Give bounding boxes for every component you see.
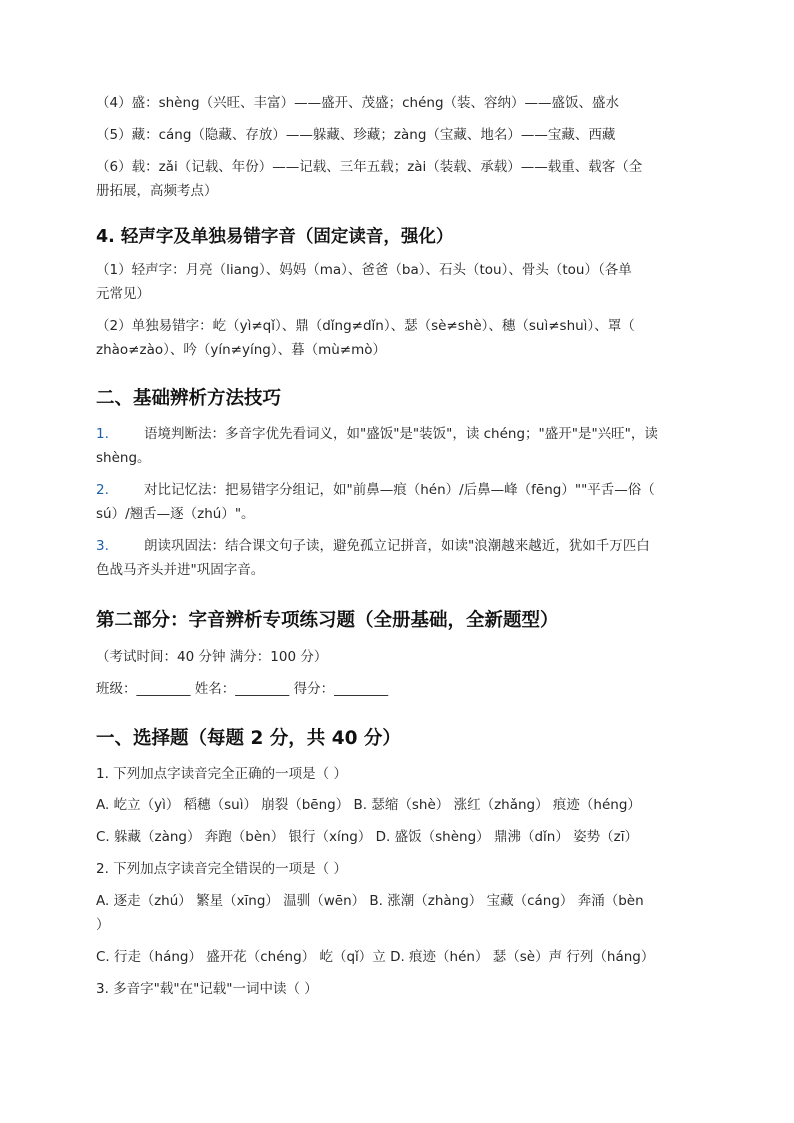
- question-3: 3. 多音字"载"在"记载"一词中读（ ）: [96, 981, 318, 997]
- part-2-heading: 第二部分：字音辨析专项练习题（全册基础，全新题型）: [96, 610, 559, 631]
- exam-info: （考试时间：40 分钟 满分：100 分）: [96, 649, 328, 665]
- method-item-1-line2: shèng。: [96, 450, 151, 466]
- polyphone-item-4: （4）盛：shèng（兴旺、丰富）——盛开、茂盛；chéng（装、容纳）——盛饭、盛水: [96, 95, 620, 111]
- list-number: 1.: [96, 426, 109, 442]
- section-4-heading: 4. 轻声字及单独易错字音（固定读音，强化）: [96, 227, 454, 247]
- student-fields: 班级：________ 姓名：________ 得分：________: [96, 681, 389, 697]
- method-item-3-line1: [96, 536, 650, 556]
- neutral-tone-line2: 元常见）: [96, 286, 150, 302]
- method-text: 语境判断法：多音字优先看词义，如"盛饭"是"装饭"，读 chéng；"盛开"是"兴旺"，读: [144, 426, 658, 442]
- question-1: 1. 下列加点字读音完全正确的一项是（ ）: [96, 766, 347, 782]
- method-item-3-line2: 色战马齐头并进"巩固字音。: [96, 562, 265, 578]
- question-1-options-cd: C. 躲藏（zàng） 奔跑（bèn） 银行（xíng） D. 盛饭（shèng） 鼎沸（dǐn） 姿势（zī）: [96, 829, 638, 845]
- choice-section-heading: 一、选择题（每题 2 分，共 40 分）: [96, 728, 401, 749]
- method-text: 朗读巩固法：结合课文句子读，避免孤立记拼音，如读"浪潮越来越近，犹如千万匹白: [144, 538, 650, 554]
- polyphone-item-6-line1: （6）载：zǎi（记载、年份）——记载、三年五载；zài（装载、承载）——载重、载客（全: [96, 159, 643, 175]
- single-error-line2: zhào≠zào）、吟（yín≠yíng）、暮（mù≠mò）: [96, 342, 387, 358]
- method-item-2-line2: sú）/翘舌—逐（zhú）"。: [96, 506, 255, 522]
- single-error-line1: （2）单独易错字：屹（yì≠qǐ）、鼎（dǐng≠dǐn）、瑟（sè≠shè）、穗（suì≠shuì）、罩（: [96, 318, 635, 334]
- list-number: 2.: [96, 482, 109, 498]
- question-2-options-ab-line1: A. 逐走（zhú） 繁星（xīng） 温驯（wēn） B. 涨潮（zhàng） 宝藏（cáng） 奔涌（bèn: [96, 893, 644, 909]
- question-2-options-cd: C. 行走（háng） 盛开花（chéng） 屹（qǐ）立 D. 痕迹（hén） 瑟（sè）声 行列（háng）: [96, 949, 655, 965]
- methods-heading: 二、基础辨析方法技巧: [96, 388, 282, 409]
- method-item-2-line1: [96, 480, 655, 500]
- question-2-options-ab-line2: ）: [96, 917, 110, 933]
- list-number: 3.: [96, 538, 109, 554]
- polyphone-item-6-line2: 册拓展，高频考点）: [96, 183, 218, 199]
- method-text: 对比记忆法：把易错字分组记，如"前鼻—痕（hén）/后鼻—峰（fēng）""平舌—俗（: [144, 482, 655, 498]
- question-2: 2. 下列加点字读音完全错误的一项是（ ）: [96, 861, 347, 877]
- question-1-options-ab: A. 屹立（yì） 稻穗（suì） 崩裂（bēng） B. 瑟缩（shè） 涨红（zhǎng） 痕迹（héng）: [96, 797, 641, 813]
- neutral-tone-line1: （1）轻声字：月亮（liang）、妈妈（ma）、爸爸（ba）、石头（tou）、骨头（tou）（各单: [96, 262, 632, 278]
- method-item-1-line1: [96, 424, 658, 444]
- polyphone-item-5: （5）藏：cáng（隐藏、存放）——躲藏、珍藏；zàng（宝藏、地名）——宝藏、西藏: [96, 127, 616, 143]
